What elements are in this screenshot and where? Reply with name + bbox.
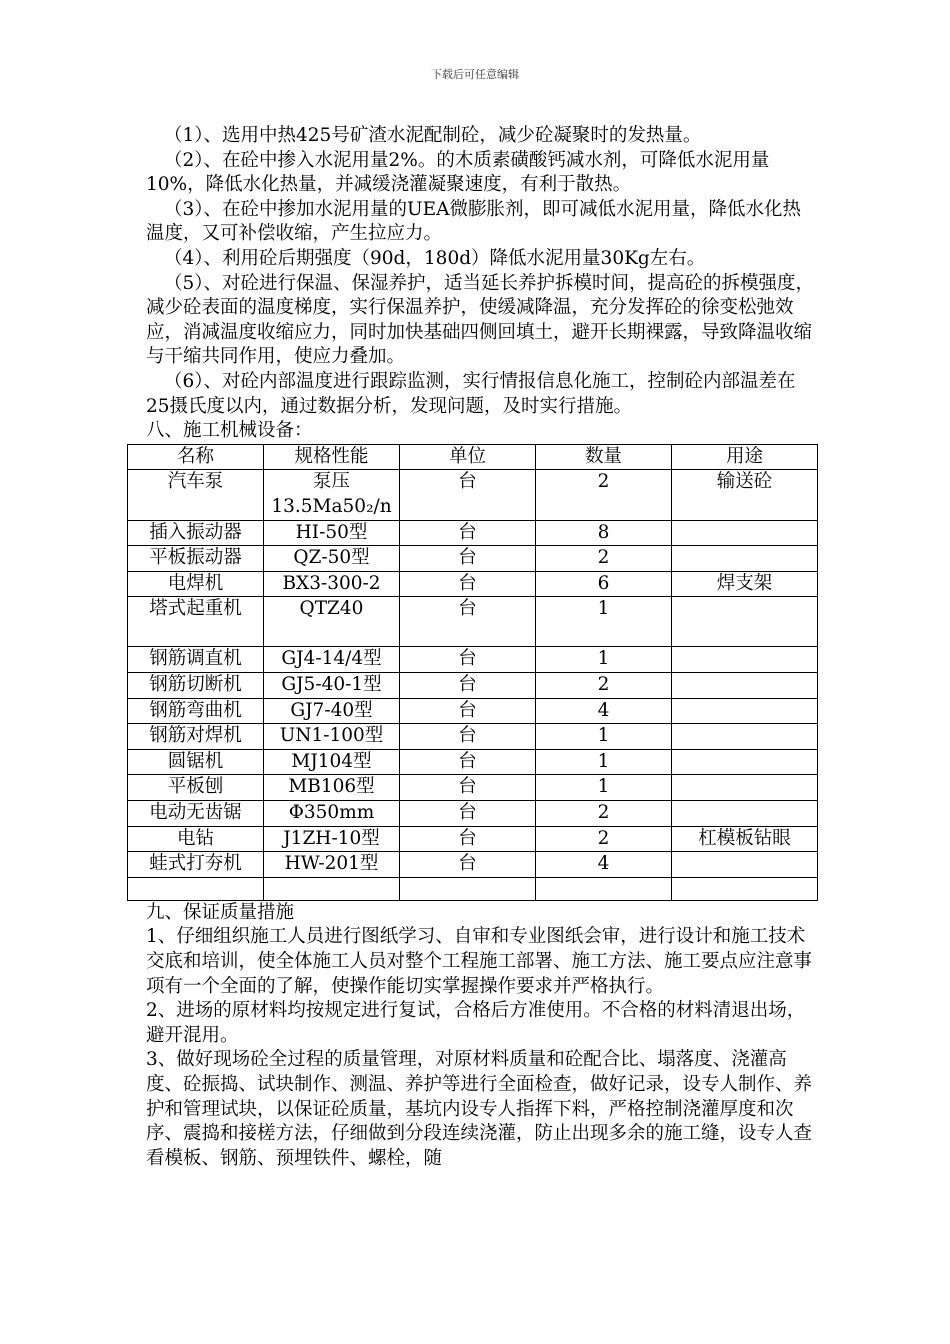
table-row [128, 852, 818, 878]
table-row [128, 749, 818, 775]
cell-name: 钢筋切断机 [128, 673, 264, 699]
cell-spec: HW-201型 [264, 852, 400, 878]
cell-unit: 台 [400, 724, 536, 750]
table-row-empty [128, 877, 818, 900]
cell-empty [672, 877, 818, 900]
cell-qty: 1 [536, 749, 672, 775]
cell-qty: 4 [536, 698, 672, 724]
cell-use [672, 546, 818, 572]
cell-unit: 台 [400, 571, 536, 597]
cell-qty: 2 [536, 826, 672, 852]
measure-2: （2）、在砼中掺入水泥用量2%。的木质素磺酸钙减水剂，可降低水泥用量10%，降低水化热量，并减缓浇灌凝聚速度，有利于散热。 [146, 149, 770, 196]
cell-empty [128, 877, 264, 900]
document-body [146, 124, 818, 1171]
cell-use: 输送砼 [672, 470, 818, 520]
cell-unit: 台 [400, 673, 536, 699]
cell-spec: 泵压13.5Ma50₂/n [264, 470, 400, 520]
cell-qty: 1 [536, 775, 672, 801]
cell-empty [536, 877, 672, 900]
cell-spec: GJ5-40-1型 [264, 673, 400, 699]
cell-spec: MB106型 [264, 775, 400, 801]
table-row [128, 470, 818, 520]
cell-spec: GJ7-40型 [264, 698, 400, 724]
cell-name: 钢筋调直机 [128, 647, 264, 673]
cell-spec: QZ-50型 [264, 546, 400, 572]
cell-unit: 台 [400, 801, 536, 827]
cell-unit: 台 [400, 597, 536, 647]
cell-name: 电钻 [128, 826, 264, 852]
measure-6: （6）、对砼内部温度进行跟踪监测，实行情报信息化施工，控制砼内部温差在25摄氏度以内，通过数据分析，发现问题，及时实行措施。 [146, 370, 796, 417]
cell-name: 电动无齿锯 [128, 801, 264, 827]
cell-spec: UN1-100型 [264, 724, 400, 750]
quality-item-3: 3、做好现场砼全过程的质量管理，对原材料质量和砼配合比、塌落度、浇灌高度、砼振捣、试块制作、测温、养护等进行全面检查，做好记录，设专人制作、养护和管理试块，以保证砼质量，基坑内设专人指挥下料，严格控制浇灌厚度和次序、震捣和接槎方法，仔细做到分段连续浇灌，防止出现多余的施工缝，设专人查看模板、钢筋、预埋铁件、螺栓，随 [146, 1049, 813, 1169]
cell-unit: 台 [400, 520, 536, 546]
cell-qty: 8 [536, 520, 672, 546]
cell-spec: HI-50型 [264, 520, 400, 546]
cell-unit: 台 [400, 749, 536, 775]
table-row [128, 775, 818, 801]
section-9-title: 九、保证质量措施 [146, 901, 295, 923]
table-row [128, 801, 818, 827]
cell-qty: 1 [536, 597, 672, 647]
cell-unit: 台 [400, 647, 536, 673]
quality-item-2: 2、进场的原材料均按规定进行复试，合格后方准使用。不合格的材料清退出场，避开混用。 [146, 1000, 806, 1046]
cell-spec: MJ104型 [264, 749, 400, 775]
measure-4: （4）、利用砼后期强度（90d，180d）降低水泥用量30Kg左右。 [164, 247, 706, 269]
measure-3: （3）、在砼中掺加水泥用量的UEA微膨胀剂，即可减低水泥用量，降低水化热温度，又可补偿收缩，产生拉应力。 [146, 198, 801, 245]
cell-unit: 台 [400, 546, 536, 572]
table-row [128, 647, 818, 673]
cell-qty: 2 [536, 801, 672, 827]
cell-spec: BX3-300-2 [264, 571, 400, 597]
cell-name: 钢筋对焊机 [128, 724, 264, 750]
table-row [128, 724, 818, 750]
cell-unit: 台 [400, 852, 536, 878]
header-spec: 规格性能 [264, 444, 400, 470]
cell-name: 圆锯机 [128, 749, 264, 775]
cell-qty: 1 [536, 724, 672, 750]
cell-qty: 2 [536, 546, 672, 572]
measure-1: （1）、选用中热425号矿渣水泥配制砼，减少砼凝聚时的发热量。 [164, 125, 702, 146]
cell-use [672, 647, 818, 673]
cell-use [672, 801, 818, 827]
cell-use [672, 724, 818, 750]
cell-empty [400, 877, 536, 900]
cell-use [672, 597, 818, 647]
cell-spec: Φ350mm [264, 801, 400, 827]
table-row [128, 546, 818, 572]
cell-use [672, 852, 818, 878]
cell-qty: 4 [536, 852, 672, 878]
cell-qty: 1 [536, 647, 672, 673]
cell-unit: 台 [400, 470, 536, 520]
cell-unit: 台 [400, 826, 536, 852]
table-header-row [128, 444, 818, 470]
cell-unit: 台 [400, 698, 536, 724]
cell-use [672, 775, 818, 801]
page-header: 下载后可任意编辑 [431, 68, 519, 81]
cell-empty [264, 877, 400, 900]
cell-qty: 2 [536, 470, 672, 520]
table-row [128, 673, 818, 699]
header-qty: 数量 [536, 444, 672, 470]
cell-spec: J1ZH-10型 [264, 826, 400, 852]
cell-use: 杠模板钻眼 [672, 826, 818, 852]
table-row [128, 597, 818, 647]
cell-name: 塔式起重机 [128, 597, 264, 647]
cell-name: 平板刨 [128, 775, 264, 801]
cell-qty: 2 [536, 673, 672, 699]
cell-unit: 台 [400, 775, 536, 801]
cell-name: 插入振动器 [128, 520, 264, 546]
cell-use: 焊支架 [672, 571, 818, 597]
table-row [128, 826, 818, 852]
measure-5: （5）、对砼进行保温、保湿养护，适当延长养护拆模时间，提高砼的拆模强度，减少砼表面的温度梯度，实行保温养护，使缓减降温，充分发挥砼的徐变松弛效应，消减温度收缩应力，同时加快基础四侧回填土，避开长期裸露，导致降温收缩与干缩共同作用，使应力叠加。 [146, 272, 815, 368]
cell-name: 电焊机 [128, 571, 264, 597]
header-unit: 单位 [400, 444, 536, 470]
quality-item-1: 1、仔细组织施工人员进行图纸学习、自审和专业图纸会审，进行设计和施工技术交底和培训，使全体施工人员对整个工程施工部署、施工方法、施工要点应注意事项有一个全面的了解，使操作能切实掌握操作要求并严格执行。 [146, 926, 813, 997]
table-row [128, 698, 818, 724]
table-row [128, 520, 818, 546]
cell-use [672, 749, 818, 775]
cell-spec: GJ4-14/4型 [264, 647, 400, 673]
header-use: 用途 [672, 444, 818, 470]
cell-name: 平板振动器 [128, 546, 264, 572]
cell-spec: QTZ40 [264, 597, 400, 647]
cell-use [672, 520, 818, 546]
section-8-title: 八、施工机械设备： [146, 420, 313, 442]
cell-name: 蛙式打夯机 [128, 852, 264, 878]
header-name: 名称 [128, 444, 264, 470]
table-row [128, 571, 818, 597]
cell-name: 钢筋弯曲机 [128, 698, 264, 724]
cell-use [672, 673, 818, 699]
cell-use [672, 698, 818, 724]
equipment-table [127, 444, 818, 901]
cell-name: 汽车泵 [128, 470, 264, 520]
cell-qty: 6 [536, 571, 672, 597]
